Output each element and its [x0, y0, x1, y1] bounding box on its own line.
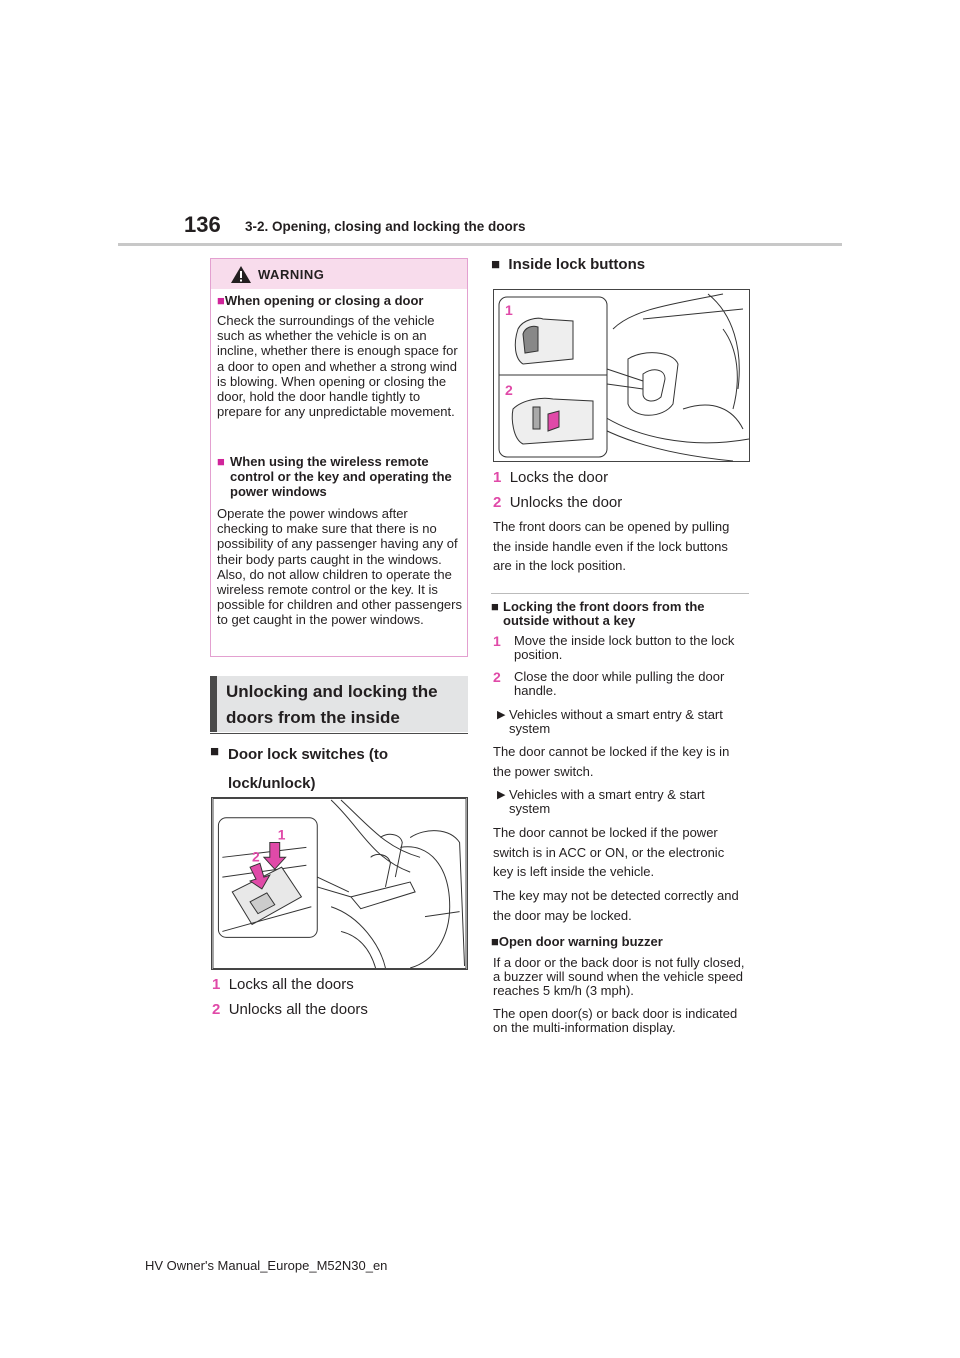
callout-1: 1	[505, 302, 513, 318]
case-2-label: ▶ Vehicles with a smart entry & start system	[497, 787, 705, 816]
page-number: 136	[184, 212, 221, 237]
callout-1: 1	[277, 826, 286, 843]
bullet-triangle-icon: ▶	[497, 709, 506, 721]
warning-heading-1: ■When opening or closing a door	[217, 293, 424, 308]
inside-lock-note: The front doors can be opened by pulling the inside handle even if the lock buttons are in the lock position.	[493, 519, 730, 573]
case-2-text: The door cannot be locked if the power switch is in ACC or ON, or the electronic key is left inside the vehicle.	[493, 825, 725, 879]
warning-box	[210, 258, 468, 657]
inside-lock-buttons-heading: ■ Inside lock buttons	[491, 256, 646, 273]
section-divider	[210, 733, 468, 734]
inside-lock-step-2: 2 Unlocks the door	[493, 494, 623, 511]
section-heading: Unlocking and locking the doors from the inside	[210, 676, 468, 732]
door-lock-step-1: 1 Locks all the doors	[212, 976, 354, 993]
callout-2: 2	[252, 848, 260, 865]
door-lock-switches-heading: ■ Door lock switches (to lock/unlock)	[210, 743, 389, 792]
case-1-label: ▶ Vehicles without a smart entry & start system	[497, 707, 723, 736]
warning-triangle-icon	[230, 265, 252, 284]
warning-body-1: Check the surroundings of the vehicle such as whether the vehicle is on an incline, whether there is enough space for a door to open and whether a strong wind is blowing. When opening or closing the door, hold the door handle tightly to prepare for any unpredictable movement.	[217, 313, 458, 420]
warning-body-2: Operate the power windows after checking to make sure that there is no possibility of any passenger having any of their body parts caught in the windows. Also, do not allow children to operate the wireless remote control or the key. It is possible for children and other passengers to get caught in the power windows.	[217, 506, 462, 628]
warning-header	[211, 259, 467, 289]
locking-outside-step-1: 1 Move the inside lock button to the lock position.	[493, 633, 735, 662]
inside-lock-step-1: 1 Locks the door	[493, 469, 609, 486]
buzzer-text: If a door or the back door is not fully closed, a buzzer will sound when the vehicle speed reaches 5 km/h (3 mph).	[493, 955, 745, 998]
header-divider	[118, 243, 842, 246]
footer: HV Owner's Manual_Europe_M52N30_en	[145, 1258, 388, 1273]
locking-outside-heading: ■ Locking the front doors from the outside without a key	[491, 599, 705, 628]
warning-title: WARNING	[258, 267, 325, 282]
warning-heading-2: ■ When using the wireless remote control or the key and operating the power windows	[217, 454, 452, 500]
locking-outside-step-2: 2 Close the door while pulling the door handle.	[493, 669, 725, 698]
buzzer-text-2: The open door(s) or back door is indicated on the multi-information display.	[493, 1006, 738, 1035]
bullet-triangle-icon: ▶	[497, 789, 506, 801]
case-1-text: The door cannot be locked if the key is in the power switch.	[493, 744, 730, 779]
inside-lock-button-illustration	[493, 289, 750, 462]
callout-2: 2	[505, 382, 513, 398]
door-lock-switch-illustration	[211, 797, 468, 970]
chapter-title: 3-2. Opening, closing and locking the doors	[245, 219, 526, 234]
door-lock-step-2: 2 Unlocks all the doors	[212, 1001, 368, 1018]
buzzer-heading: ■Open door warning buzzer	[491, 934, 663, 949]
divider	[491, 593, 749, 594]
case-2-text-2: The key may not be detected correctly and the door may be locked.	[493, 888, 739, 923]
